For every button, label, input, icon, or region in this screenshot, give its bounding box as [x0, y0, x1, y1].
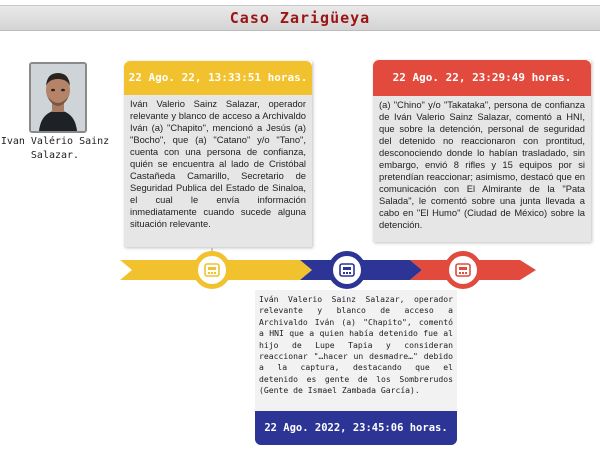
phone-icon [328, 251, 366, 289]
event-card-blue [255, 290, 457, 445]
event-card-red [373, 60, 591, 242]
event-text-blue: Iván Valerio Sainz Salazar, operador relevante y blanco de acceso a Archivaldo Iván (a) "Chapito", comentó a HNI que a quien había detenido fue al hijo de Lupe Tapia y consideran reaccionar "…hacer un desmadre…" debido a la captura, destacando que el detenido es gente de los Sombrerudos (Gente de Ismael Zambada García). [255, 290, 457, 411]
event-text-red: (a) "Chino" y/o "Takataka", persona de confianza de Iván Valerio Sainz Salazar, comentó a HNI, que sobre la detención, personal de seguridad del detenido no reaccionaron con prontitud, desconociendo donde lo habían trasladado, sin embargo, envió 8 rifles y 15 equipos por si pretendían reaccionar; asimismo, destacó que en comunicación con El Almirante de la "Pata Salada", le comentó sobre una junta llevada a cabo en "El Humo" (Ciudad de México) sobre la detención. [373, 96, 591, 242]
person-photo-icon [31, 64, 85, 131]
event-card-yellow [124, 61, 312, 247]
event-time-yellow: 22 Ago. 22, 13:33:51 horas. [124, 61, 312, 95]
person-name: Ivan Valério Sainz Salazar. [0, 136, 110, 161]
title-bar [0, 5, 600, 31]
event-time-red: 22 Ago. 22, 23:29:49 horas. [373, 60, 591, 96]
person-photo [29, 62, 87, 133]
event-text-yellow: Iván Valerio Sainz Salazar, operador relevante y blanco de acceso a Archivaldo Iván (a) "Chapito", mencionó a Jesús (a) "Bocho", que (a) "Catano" y/o "Tano", cuenta con una persona de confianza, quién se encuentra al lado de Cristóbal Castañeda Camarillo, Secretario de Seguridad Publica del Estado de Sinaloa, el cual le envía información inmediatamente cuando sucede alguna situación relevante. [124, 95, 312, 247]
phone-icon [193, 251, 231, 289]
page-title: Caso Zarigüeya [229, 9, 371, 27]
event-time-blue: 22 Ago. 2022, 23:45:06 horas. [255, 411, 457, 445]
phone-icon [444, 251, 482, 289]
